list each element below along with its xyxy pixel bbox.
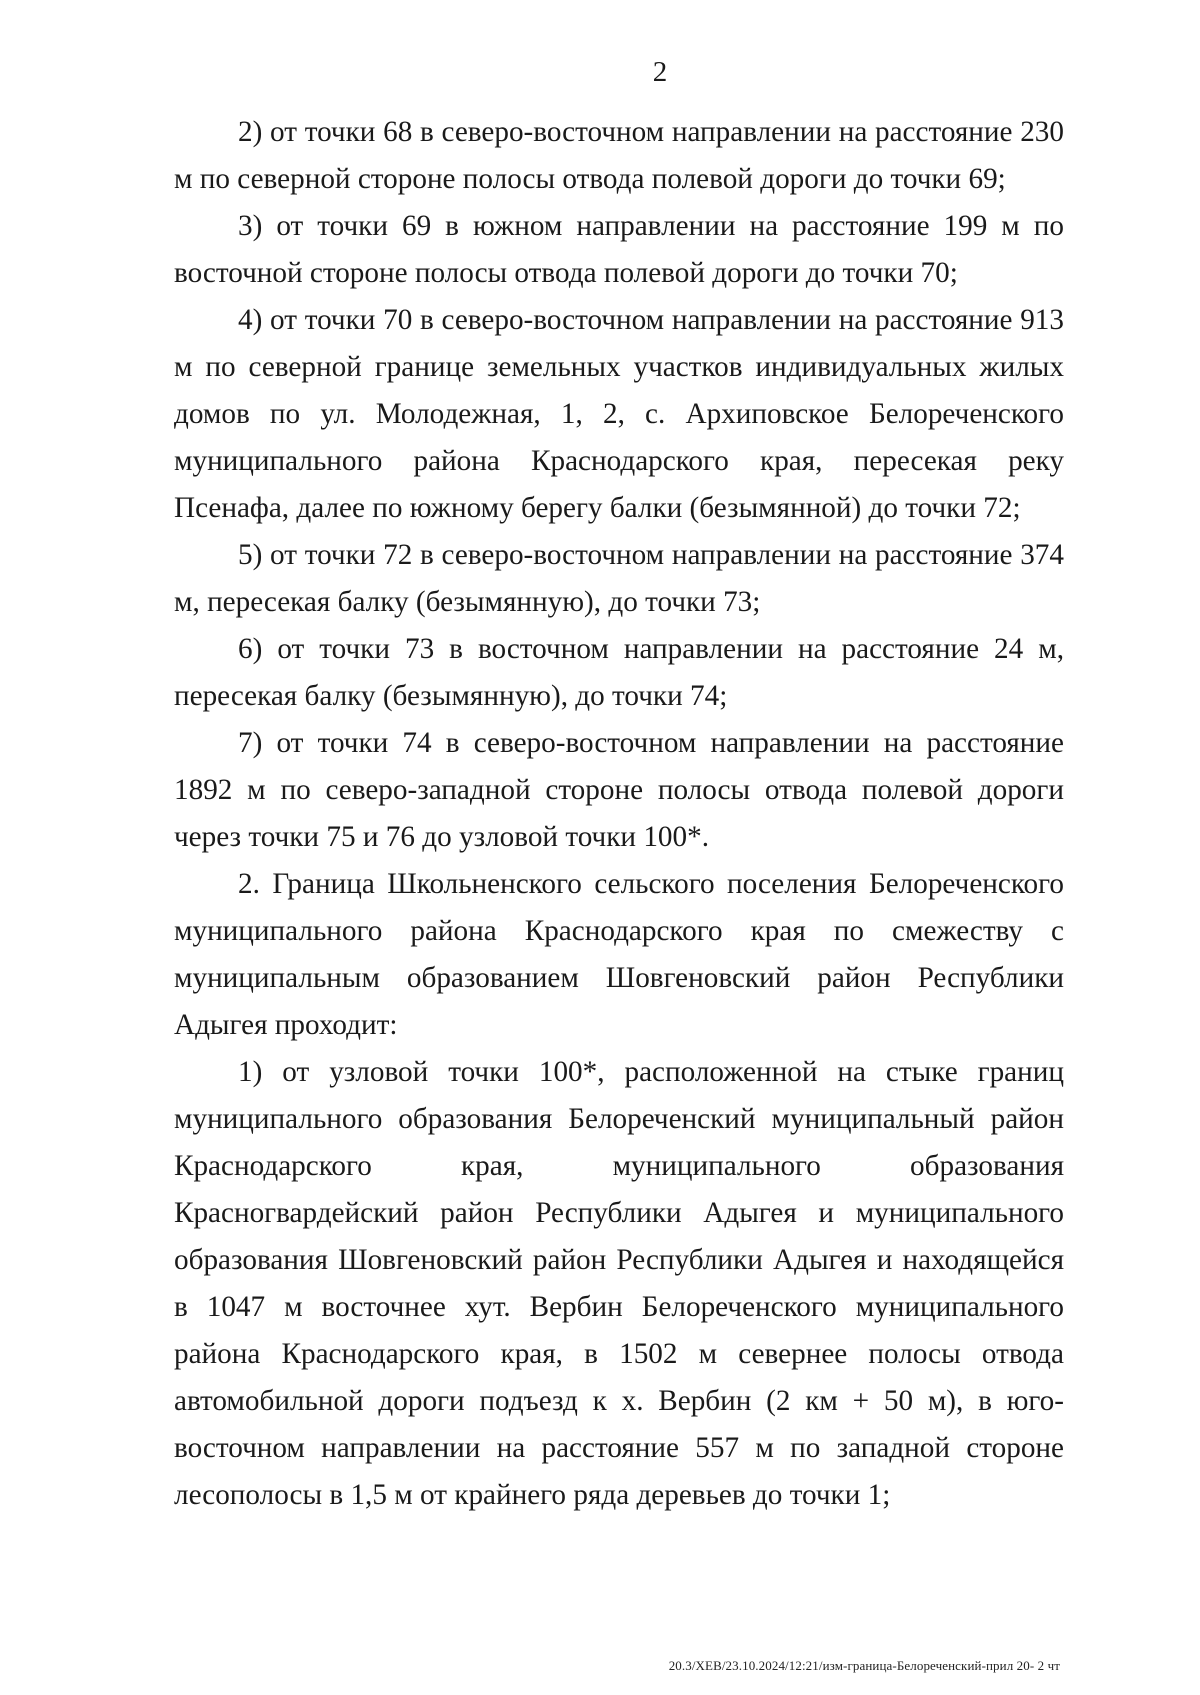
section-2-item-1: 1) от узловой точки 100*, расположенной на стыке границ муниципального образования Белореченский муниципальный район Краснодарского края, муниципального образования Красногвардейский район Республики Адыгея и муниципального образования Шовгеновский район Республики Адыгея и находящейся в 1047 м восточнее хут. Вербин Белореченского муниципального района Краснодарского края, в 1502 м севернее полосы отвода автомобильной дороги подъезд к х. Вербин (2 км + 50 м), в юго-восточном направлении на расстояние 557 м по западной стороне лесополосы в 1,5 м от крайнего ряда деревьев до точки 1; bbox=[174, 1056, 1064, 1511]
page-number: 2 bbox=[652, 56, 668, 88]
paragraph-item-2: 2) от точки 68 в северо-восточном направлении на расстояние 230 м по северной стороне полосы отвода полевой дороги до точки 69; bbox=[174, 116, 1064, 195]
paragraph-item-3: 3) от точки 69 в южном направлении на расстояние 199 м по восточной стороне полосы отвода полевой дороги до точки 70; bbox=[174, 210, 1064, 289]
paragraph-item-4: 4) от точки 70 в северо-восточном направлении на расстояние 913 м по северной границе земельных участков индивидуальных жилых домов по ул. Молодежная, 1, 2, с. Архиповское Белореченского муниципального района Краснодарского края, пересекая реку Псенафа, далее по южному берегу балки (безымянной) до точки 72; bbox=[174, 304, 1064, 524]
footer-file-stamp: 20.3/ХЕВ/23.10.2024/12:21/изм-граница-Белореченский-прил 20- 2 чт bbox=[668, 1658, 1060, 1673]
section-2-heading-paragraph: 2. Граница Школьненского сельского поселения Белореченского муниципального района Краснодарского края по смежеству с муниципальным образованием Шовгеновский район Республики Адыгея проходит: bbox=[174, 868, 1064, 1041]
paragraph-item-7: 7) от точки 74 в северо-восточном направлении на расстояние 1892 м по северо-западной стороне полосы отвода полевой дороги через точки 75 и 76 до узловой точки 100*. bbox=[174, 727, 1064, 853]
document-body bbox=[174, 109, 1064, 1519]
paragraph-item-6: 6) от точки 73 в восточном направлении на расстояние 24 м, пересекая балку (безымянную), до точки 74; bbox=[174, 633, 1064, 712]
paragraph-item-5: 5) от точки 72 в северо-восточном направлении на расстояние 374 м, пересекая балку (безымянную), до точки 73; bbox=[174, 539, 1064, 618]
